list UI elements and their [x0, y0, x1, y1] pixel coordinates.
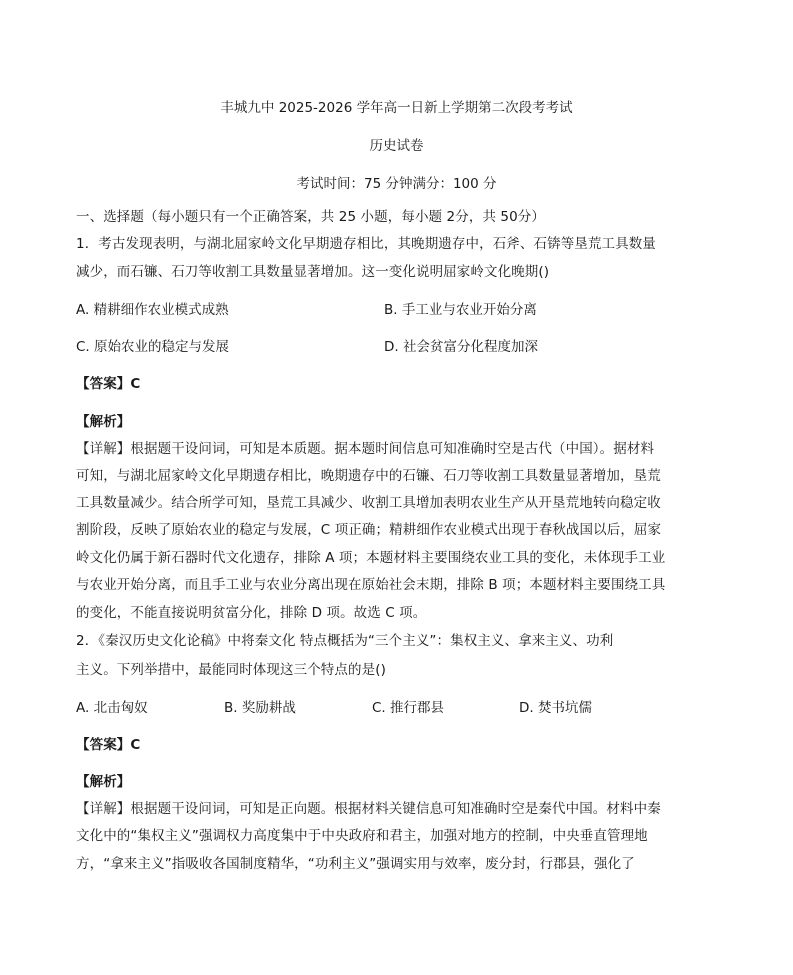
q2-option-a: A. 北击匈奴 [76, 700, 148, 716]
q2-option-c: C. 推行郡县 [372, 700, 445, 716]
q1-analysis-label: 【解析】 [76, 414, 131, 430]
q2-stem-line1: 2．《秦汉历史文化论稿》中将秦文化 特点概括为“三个主义”：集权主义、拿来主义、功利 [76, 633, 614, 649]
q1-detail-line: 工具数量减少。结合所学可知，垦荒工具减少、收割工具增加表明农业生产从开垦荒地转向稳定收 [76, 495, 661, 511]
q1-option-b: B. 手工业与农业开始分离 [384, 302, 537, 318]
q2-option-d: D. 焚书坑儒 [519, 700, 592, 716]
q1-option-c: C. 原始农业的稳定与发展 [76, 339, 230, 355]
q1-answer: 【答案】C [76, 376, 141, 392]
exam-subject: 历史试卷 [369, 138, 424, 154]
exam-title: 丰城九中 2025-2026 学年高一日新上学期第二次段考考试 [220, 100, 573, 116]
section-heading: 一、选择题（每小题只有一个正确答案，共 25 小题，每小题 2分，共 50分） [76, 209, 546, 225]
q1-detail-line: 可知，与湖北屈家岭文化早期遗存相比，晚期遗存中的石镰、石刀等收割工具数量显著增加，垦荒 [76, 468, 661, 484]
q1-stem-line2: 减少，而石镰、石刀等收割工具数量显著增加。这一变化说明屈家岭文化晚期() [76, 264, 550, 280]
q1-detail-line: 割阶段，反映了原始农业的稳定与发展，C 项正确；精耕细作农业模式出现于春秋战国以后，屈家 [76, 522, 662, 538]
q1-detail-line: 【详解】根据题干设问词，可知是本质题。据本题时间信息可知准确时空是古代（中国）。据材料 [76, 441, 655, 457]
exam-info: 考试时间：75 分钟满分：100 分 [296, 176, 497, 192]
q1-detail-line: 岭文化仍属于新石器时代文化遗存，排除 A 项；本题材料主要围绕农业工具的变化，未体现手工业 [76, 550, 666, 566]
q2-detail-line: 【详解】根据题干设问词，可知是正向题。根据材料关键信息可知准确时空是秦代中国。材料中秦 [76, 801, 661, 817]
q2-option-b: B. 奖励耕战 [224, 700, 296, 716]
q1-detail-line: 的变化，不能直接说明贫富分化，排除 D 项。故选 C 项。 [76, 605, 427, 621]
q2-detail-line: 文化中的“集权主义”强调权力高度集中于中央政府和君主，加强对地方的控制，中央垂直管理地 [76, 828, 648, 844]
q1-stem-line1: 1．考古发现表明，与湖北屈家岭文化早期遗存相比，其晚期遗存中，石斧、石锛等垦荒工具数量 [76, 236, 656, 252]
q1-detail-line: 与农业开始分离，而且手工业与农业分离出现在原始社会末期，排除 B 项；本题材料主要围绕工具 [76, 577, 666, 593]
q2-detail-line: 方，“拿来主义”指吸收各国制度精华，“功利主义”强调实用与效率，废分封，行郡县，强化了 [76, 856, 635, 872]
q2-analysis-label: 【解析】 [76, 774, 131, 790]
q1-option-a: A. 精耕细作农业模式成熟 [76, 302, 229, 318]
q2-answer: 【答案】C [76, 737, 141, 753]
q2-stem-line2: 主义。下列举措中，最能同时体现这三个特点的是() [76, 662, 386, 678]
q1-option-d: D. 社会贫富分化程度加深 [384, 339, 538, 355]
